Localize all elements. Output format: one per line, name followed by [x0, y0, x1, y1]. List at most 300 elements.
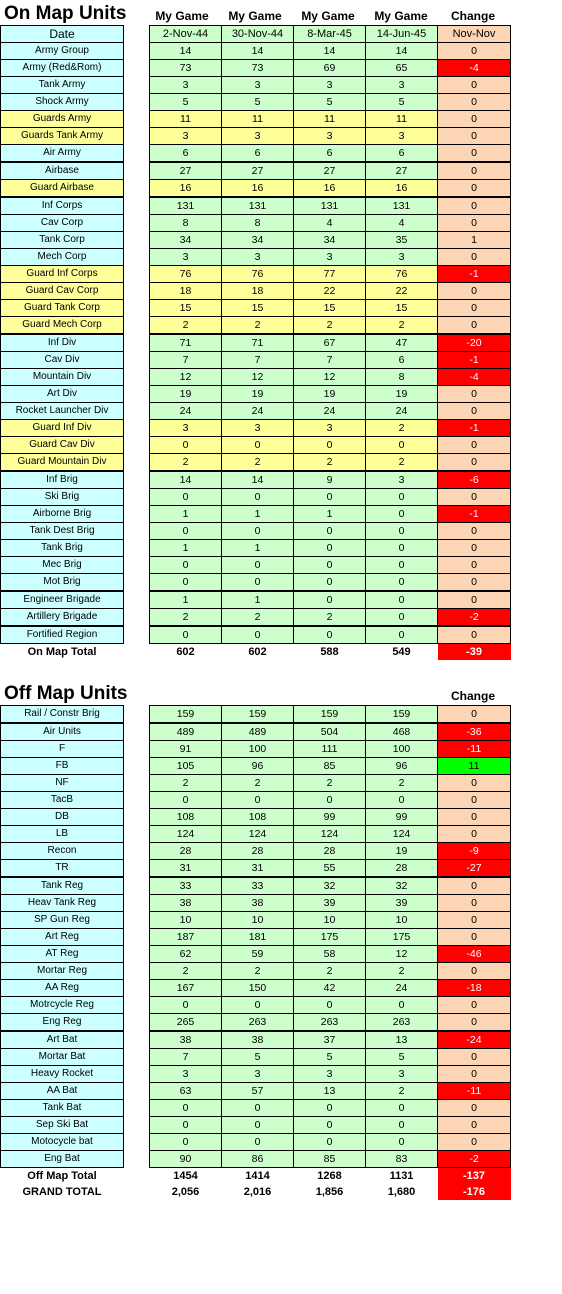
- total-value: 2,056: [150, 1184, 222, 1200]
- change-cell: 0: [438, 215, 511, 232]
- value-cell: 263: [294, 1014, 366, 1032]
- value-cell: 0: [222, 626, 294, 644]
- value-cell: 105: [150, 758, 222, 775]
- value-cell: 3: [294, 249, 366, 266]
- off-map-total-row: [1, 1168, 511, 1185]
- gap-cell: [124, 1184, 150, 1200]
- value-cell: 5: [294, 1049, 366, 1066]
- value-cell: 73: [222, 60, 294, 77]
- change-cell: 0: [438, 111, 511, 128]
- value-cell: 10: [222, 912, 294, 929]
- value-cell: 12: [222, 369, 294, 386]
- gap-cell: [124, 860, 150, 878]
- value-cell: 33: [222, 877, 294, 895]
- value-cell: 14: [150, 43, 222, 60]
- row-label: Guard Tank Corp: [1, 300, 124, 317]
- gap-cell: [124, 741, 150, 758]
- value-cell: 0: [366, 626, 438, 644]
- value-cell: 0: [294, 1100, 366, 1117]
- value-cell: 263: [222, 1014, 294, 1032]
- value-cell: 32: [294, 877, 366, 895]
- value-cell: 2: [294, 454, 366, 472]
- gap-cell: [124, 162, 150, 180]
- value-cell: 3: [366, 77, 438, 94]
- value-cell: 0: [150, 1100, 222, 1117]
- value-cell: 10: [366, 912, 438, 929]
- row-label: Mech Corp: [1, 249, 124, 266]
- table-row: [1, 489, 511, 506]
- row-label: Ski Brig: [1, 489, 124, 506]
- value-cell: 22: [366, 283, 438, 300]
- table-row: [1, 706, 511, 724]
- table-row: [1, 437, 511, 454]
- total-change: -176: [438, 1184, 511, 1200]
- table-row: [1, 758, 511, 775]
- gap-cell: [124, 197, 150, 215]
- value-cell: 2: [294, 317, 366, 335]
- value-cell: 0: [366, 574, 438, 592]
- value-cell: 0: [294, 540, 366, 557]
- value-cell: 1: [222, 506, 294, 523]
- row-label: Eng Reg: [1, 1014, 124, 1032]
- value-cell: 0: [150, 997, 222, 1014]
- row-label: Inf Brig: [1, 471, 124, 489]
- value-cell: 2: [366, 454, 438, 472]
- change-cell: 0: [438, 249, 511, 266]
- change-cell: 0: [438, 929, 511, 946]
- on-map-title: On Map Units: [4, 3, 127, 24]
- table-row: [1, 877, 511, 895]
- row-label: Guard Cav Corp: [1, 283, 124, 300]
- value-cell: 31: [222, 860, 294, 878]
- value-cell: 0: [150, 1134, 222, 1151]
- value-cell: 38: [222, 895, 294, 912]
- gap-cell: [124, 1151, 150, 1168]
- gap-cell: [124, 574, 150, 592]
- value-cell: 124: [366, 826, 438, 843]
- row-label: Guards Tank Army: [1, 128, 124, 145]
- value-cell: 0: [294, 1134, 366, 1151]
- value-cell: 24: [294, 403, 366, 420]
- value-cell: 34: [294, 232, 366, 249]
- value-cell: 124: [150, 826, 222, 843]
- value-cell: 3: [222, 249, 294, 266]
- value-cell: 468: [366, 723, 438, 741]
- row-label: Guard Mech Corp: [1, 317, 124, 335]
- value-cell: 489: [150, 723, 222, 741]
- row-label: Engineer Brigade: [1, 591, 124, 609]
- gap-cell: [124, 145, 150, 163]
- table-row: [1, 1066, 511, 1083]
- value-cell: 86: [222, 1151, 294, 1168]
- table-row: [1, 574, 511, 592]
- change-cell: 0: [438, 591, 511, 609]
- value-cell: 1: [222, 540, 294, 557]
- gap-cell: [124, 843, 150, 860]
- change-cell: -6: [438, 471, 511, 489]
- table-row: [1, 283, 511, 300]
- table-row: [1, 60, 511, 77]
- table-row: [1, 403, 511, 420]
- table-row: [1, 215, 511, 232]
- table-row: [1, 506, 511, 523]
- value-cell: 3: [294, 77, 366, 94]
- gap-cell: [124, 369, 150, 386]
- gap-cell: [124, 1031, 150, 1049]
- total-value: 602: [150, 644, 222, 661]
- value-cell: 27: [366, 162, 438, 180]
- value-cell: 131: [150, 197, 222, 215]
- value-cell: 7: [222, 352, 294, 369]
- date-header-row: [1, 26, 511, 43]
- table-row: [1, 420, 511, 437]
- gap-cell: [124, 489, 150, 506]
- value-cell: 2: [294, 609, 366, 627]
- value-cell: 11: [222, 111, 294, 128]
- value-cell: 16: [150, 180, 222, 198]
- row-label: Army (Red&Rom): [1, 60, 124, 77]
- gap-cell: [124, 283, 150, 300]
- value-cell: 15: [222, 300, 294, 317]
- change-cell: 0: [438, 775, 511, 792]
- table-row: [1, 454, 511, 472]
- value-cell: 13: [366, 1031, 438, 1049]
- change-cell: 0: [438, 826, 511, 843]
- gap-cell: [124, 249, 150, 266]
- value-cell: 2: [366, 963, 438, 980]
- change-cell: 0: [438, 1100, 511, 1117]
- change-cell: 0: [438, 792, 511, 809]
- value-cell: 2: [294, 775, 366, 792]
- value-cell: 167: [150, 980, 222, 997]
- row-label: Motrcycle Reg: [1, 997, 124, 1014]
- value-cell: 14: [222, 43, 294, 60]
- value-cell: 0: [366, 437, 438, 454]
- value-cell: 19: [222, 386, 294, 403]
- value-cell: 131: [366, 197, 438, 215]
- gap-cell: [124, 506, 150, 523]
- change-cell: 11: [438, 758, 511, 775]
- total-value: 1268: [294, 1168, 366, 1185]
- table-row: [1, 232, 511, 249]
- value-cell: 3: [222, 128, 294, 145]
- row-label: Mortar Bat: [1, 1049, 124, 1066]
- table-row: [1, 860, 511, 878]
- table-row: [1, 317, 511, 335]
- row-label: Guard Inf Corps: [1, 266, 124, 283]
- value-cell: 5: [366, 94, 438, 111]
- table-row: [1, 128, 511, 145]
- gap-cell: [124, 317, 150, 335]
- value-cell: 2: [150, 609, 222, 627]
- off-map-change-header: Change: [450, 689, 495, 703]
- table-row: [1, 540, 511, 557]
- change-cell: 0: [438, 912, 511, 929]
- value-cell: 22: [294, 283, 366, 300]
- value-cell: 15: [366, 300, 438, 317]
- value-cell: 3: [294, 1066, 366, 1083]
- value-cell: 8: [366, 369, 438, 386]
- gap-cell: [124, 334, 150, 352]
- row-label: Guards Army: [1, 111, 124, 128]
- value-cell: 3: [366, 249, 438, 266]
- value-cell: 0: [294, 557, 366, 574]
- value-cell: 159: [222, 706, 294, 724]
- value-cell: 19: [294, 386, 366, 403]
- value-cell: 0: [294, 792, 366, 809]
- table-row: [1, 369, 511, 386]
- gap-cell: [124, 980, 150, 997]
- value-cell: 96: [366, 758, 438, 775]
- table-row: [1, 162, 511, 180]
- value-cell: 0: [222, 523, 294, 540]
- total-value: 588: [294, 644, 366, 661]
- date-cell: 2-Nov-44: [150, 26, 222, 43]
- value-cell: 15: [150, 300, 222, 317]
- total-change: -137: [438, 1168, 511, 1185]
- change-cell: 0: [438, 77, 511, 94]
- gap-cell: [124, 471, 150, 489]
- change-cell: -11: [438, 1083, 511, 1100]
- value-cell: 3: [294, 128, 366, 145]
- change-cell: -24: [438, 1031, 511, 1049]
- row-label: Sep Ski Bat: [1, 1117, 124, 1134]
- value-cell: 39: [294, 895, 366, 912]
- row-label: Heavy Rocket: [1, 1066, 124, 1083]
- change-cell: -46: [438, 946, 511, 963]
- table-row: [1, 77, 511, 94]
- value-cell: 4: [294, 215, 366, 232]
- table-row: [1, 775, 511, 792]
- value-cell: 100: [366, 741, 438, 758]
- value-cell: 24: [150, 403, 222, 420]
- gap-cell: [124, 420, 150, 437]
- row-label: Army Group: [1, 43, 124, 60]
- change-cell: -1: [438, 420, 511, 437]
- value-cell: 19: [366, 386, 438, 403]
- change-cell: 0: [438, 386, 511, 403]
- row-label: SP Gun Reg: [1, 912, 124, 929]
- value-cell: 37: [294, 1031, 366, 1049]
- value-cell: 0: [222, 574, 294, 592]
- row-label: Guard Mountain Div: [1, 454, 124, 472]
- gap-cell: [124, 215, 150, 232]
- value-cell: 0: [150, 574, 222, 592]
- change-cell: -18: [438, 980, 511, 997]
- change-cell: 0: [438, 523, 511, 540]
- value-cell: 3: [150, 128, 222, 145]
- total-value: 1414: [222, 1168, 294, 1185]
- value-cell: 19: [150, 386, 222, 403]
- total-label: GRAND TOTAL: [1, 1184, 124, 1200]
- table-row: [1, 912, 511, 929]
- value-cell: 34: [150, 232, 222, 249]
- value-cell: 1: [150, 591, 222, 609]
- change-cell: 0: [438, 489, 511, 506]
- table-row: [1, 334, 511, 352]
- value-cell: 175: [294, 929, 366, 946]
- change-cell: -4: [438, 60, 511, 77]
- value-cell: 4: [366, 215, 438, 232]
- total-value: 602: [222, 644, 294, 661]
- table-row: [1, 980, 511, 997]
- change-cell: -1: [438, 266, 511, 283]
- change-cell: -11: [438, 741, 511, 758]
- value-cell: 0: [294, 997, 366, 1014]
- value-cell: 11: [366, 111, 438, 128]
- gap-cell: [124, 912, 150, 929]
- value-cell: 12: [294, 369, 366, 386]
- gap-cell: [124, 43, 150, 60]
- value-cell: 99: [366, 809, 438, 826]
- row-label: Airborne Brig: [1, 506, 124, 523]
- value-cell: 15: [294, 300, 366, 317]
- table-row: [1, 94, 511, 111]
- total-value: 1,856: [294, 1184, 366, 1200]
- value-cell: 28: [294, 843, 366, 860]
- value-cell: 57: [222, 1083, 294, 1100]
- value-cell: 0: [366, 792, 438, 809]
- gap-cell: [124, 946, 150, 963]
- on-map-table: [0, 25, 511, 660]
- gap-cell: [124, 895, 150, 912]
- row-label: Tank Bat: [1, 1100, 124, 1117]
- value-cell: 24: [222, 403, 294, 420]
- value-cell: 0: [366, 489, 438, 506]
- col-header-change: Change: [450, 9, 495, 23]
- gap-cell: [124, 1100, 150, 1117]
- value-cell: 76: [150, 266, 222, 283]
- value-cell: 12: [366, 946, 438, 963]
- row-label: Tank Corp: [1, 232, 124, 249]
- total-value: 549: [366, 644, 438, 661]
- value-cell: 159: [294, 706, 366, 724]
- col-header-4: My Game: [374, 9, 428, 23]
- change-cell: -4: [438, 369, 511, 386]
- row-label: NF: [1, 775, 124, 792]
- gap-cell: [124, 1083, 150, 1100]
- total-value: 2,016: [222, 1184, 294, 1200]
- value-cell: 7: [294, 352, 366, 369]
- row-label: AA Reg: [1, 980, 124, 997]
- value-cell: 0: [294, 626, 366, 644]
- gap-cell: [124, 723, 150, 741]
- gap-cell: [124, 1066, 150, 1083]
- value-cell: 14: [222, 471, 294, 489]
- gap-cell: [124, 180, 150, 198]
- table-row: [1, 1151, 511, 1168]
- gap-cell: [124, 792, 150, 809]
- off-map-table: [0, 705, 511, 1200]
- table-row: [1, 197, 511, 215]
- value-cell: 187: [150, 929, 222, 946]
- value-cell: 0: [294, 574, 366, 592]
- date-cell: 8-Mar-45: [294, 26, 366, 43]
- gap-cell: [124, 403, 150, 420]
- value-cell: 5: [222, 1049, 294, 1066]
- value-cell: 504: [294, 723, 366, 741]
- value-cell: 2: [150, 775, 222, 792]
- value-cell: 2: [222, 454, 294, 472]
- value-cell: 42: [294, 980, 366, 997]
- change-cell: 0: [438, 1134, 511, 1151]
- value-cell: 124: [222, 826, 294, 843]
- gap-cell: [124, 540, 150, 557]
- gap-cell: [124, 775, 150, 792]
- change-cell: -2: [438, 1151, 511, 1168]
- change-cell: 0: [438, 877, 511, 895]
- row-label: TacB: [1, 792, 124, 809]
- value-cell: 58: [294, 946, 366, 963]
- value-cell: 2: [150, 454, 222, 472]
- change-cell: 0: [438, 403, 511, 420]
- change-cell: -1: [438, 506, 511, 523]
- row-label: Guard Cav Div: [1, 437, 124, 454]
- value-cell: 3: [366, 471, 438, 489]
- gap-cell: [124, 963, 150, 980]
- gap-cell: [124, 523, 150, 540]
- gap-cell: [124, 626, 150, 644]
- value-cell: 3: [222, 420, 294, 437]
- table-row: [1, 626, 511, 644]
- row-label: Inf Corps: [1, 197, 124, 215]
- value-cell: 0: [294, 489, 366, 506]
- table-row: [1, 1117, 511, 1134]
- total-label: On Map Total: [1, 644, 124, 661]
- date-cell: 14-Jun-45: [366, 26, 438, 43]
- table-row: [1, 843, 511, 860]
- gap-cell: [124, 591, 150, 609]
- value-cell: 0: [294, 437, 366, 454]
- value-cell: 18: [222, 283, 294, 300]
- gap-cell: [124, 997, 150, 1014]
- value-cell: 24: [366, 980, 438, 997]
- table-row: [1, 1134, 511, 1151]
- value-cell: 85: [294, 1151, 366, 1168]
- gap-cell: [124, 929, 150, 946]
- value-cell: 263: [366, 1014, 438, 1032]
- value-cell: 28: [150, 843, 222, 860]
- value-cell: 2: [222, 775, 294, 792]
- value-cell: 0: [150, 523, 222, 540]
- change-cell: 0: [438, 809, 511, 826]
- value-cell: 18: [150, 283, 222, 300]
- value-cell: 39: [366, 895, 438, 912]
- value-cell: 0: [222, 489, 294, 506]
- gap-cell: [124, 437, 150, 454]
- row-label: Art Bat: [1, 1031, 124, 1049]
- value-cell: 6: [366, 145, 438, 163]
- value-cell: 62: [150, 946, 222, 963]
- table-row: [1, 895, 511, 912]
- gap-cell: [124, 232, 150, 249]
- change-cell: 0: [438, 1014, 511, 1032]
- change-cell: 0: [438, 706, 511, 724]
- value-cell: 38: [222, 1031, 294, 1049]
- value-cell: 47: [366, 334, 438, 352]
- value-cell: 83: [366, 1151, 438, 1168]
- value-cell: 14: [150, 471, 222, 489]
- row-label: Mortar Reg: [1, 963, 124, 980]
- on-map-total-row: [1, 644, 511, 661]
- row-label: Rocket Launcher Div: [1, 403, 124, 420]
- value-cell: 0: [366, 1134, 438, 1151]
- value-cell: 34: [222, 232, 294, 249]
- change-cell: 0: [438, 128, 511, 145]
- value-cell: 8: [222, 215, 294, 232]
- row-label: Airbase: [1, 162, 124, 180]
- gap-cell: [124, 1049, 150, 1066]
